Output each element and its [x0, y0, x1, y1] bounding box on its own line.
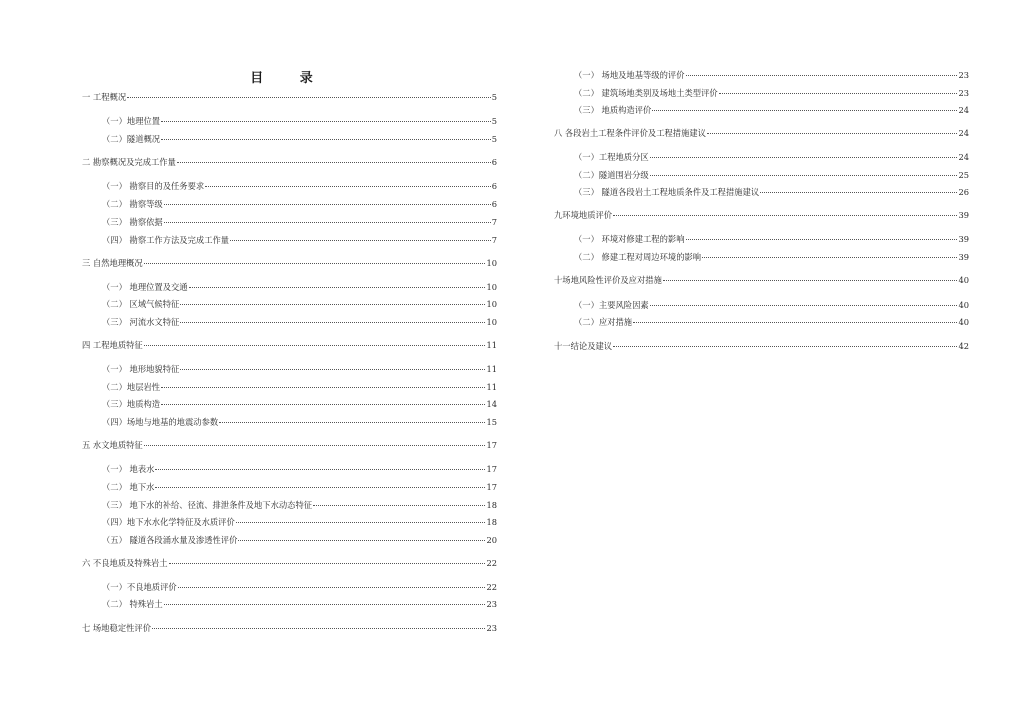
toc-entry-label: （三） 勘察依据 — [102, 216, 163, 227]
toc-entry-label: 八 各段岩土工程条件评价及工程措施建议 — [554, 127, 706, 138]
toc-dot-leader — [238, 540, 485, 541]
toc-entry[interactable] — [554, 169, 969, 182]
toc-entry[interactable] — [82, 499, 497, 512]
toc-entry-label: 十一结论及建议 — [554, 340, 613, 351]
toc-entry[interactable] — [82, 363, 497, 376]
toc-entry-label: （二） 勘察等级 — [102, 198, 163, 209]
toc-dot-leader — [702, 257, 957, 258]
toc-entry[interactable] — [554, 151, 969, 164]
toc-dot-leader — [189, 287, 486, 288]
toc-entry[interactable] — [82, 133, 497, 146]
toc-dot-leader — [144, 445, 486, 446]
toc-entry[interactable] — [82, 257, 497, 270]
toc-entry-label: （二） 建筑场地类别及场地土类型评价 — [574, 87, 718, 98]
toc-entry-label: 三 自然地理概况 — [82, 257, 143, 268]
toc-entry[interactable] — [82, 316, 497, 329]
toc-entry-label: （一） 地形地貌特征 — [102, 363, 180, 374]
toc-page-number: 11 — [486, 339, 497, 350]
toc-dot-leader — [205, 186, 491, 187]
toc-entry-label: （四）地下水水化学特征及水质评价 — [102, 516, 235, 527]
toc-page-number: 24 — [958, 104, 969, 115]
toc-entry-label: （二）隧道概况 — [102, 133, 161, 144]
toc-entry-label: （二） 区域气候特征 — [102, 298, 180, 309]
toc-dot-leader — [144, 263, 486, 264]
toc-entry-label: 九环境地质评价 — [554, 209, 613, 220]
toc-entry[interactable] — [82, 198, 497, 211]
toc-page-number: 17 — [486, 481, 497, 492]
toc-dot-leader — [650, 175, 958, 176]
toc-entry[interactable] — [82, 298, 497, 311]
toc-entry-label: （四）场地与地基的地震动参数 — [102, 416, 219, 427]
toc-entry-label: 二 勘察概况及完成工作量 — [82, 156, 176, 167]
toc-entry-label: 六 不良地质及特殊岩土 — [82, 557, 168, 568]
toc-entry[interactable] — [554, 299, 969, 312]
toc-entry[interactable] — [82, 398, 497, 411]
toc-entry-label: （一）工程地质分区 — [574, 151, 649, 162]
toc-dot-leader — [169, 563, 486, 564]
toc-page-number: 10 — [486, 298, 497, 309]
toc-dot-leader — [127, 97, 491, 98]
toc-page-number: 10 — [486, 316, 497, 327]
toc-page-number: 23 — [486, 598, 497, 609]
toc-entry-label: 五 水文地质特征 — [82, 439, 143, 450]
toc-dot-leader — [164, 604, 486, 605]
toc-entry-label: （二）地层岩性 — [102, 381, 161, 392]
toc-entry[interactable] — [554, 104, 969, 117]
toc-entry-label: （四） 勘察工作方法及完成工作量 — [102, 234, 230, 245]
toc-dot-leader — [313, 505, 485, 506]
toc-dot-leader — [164, 222, 491, 223]
toc-entry-label: （一） 勘察目的及任务要求 — [102, 180, 205, 191]
toc-entry[interactable] — [82, 557, 497, 570]
toc-dot-leader — [230, 240, 491, 241]
toc-page-number: 11 — [486, 363, 497, 374]
toc-entry-label: （二） 特殊岩土 — [102, 598, 163, 609]
toc-entry[interactable] — [82, 598, 497, 611]
toc-entry-label: （一） 场地及地基等级的评价 — [574, 69, 685, 80]
toc-entry[interactable] — [82, 622, 497, 635]
toc-dot-leader — [144, 345, 486, 346]
toc-entry-label: 四 工程地质特征 — [82, 339, 143, 350]
toc-dot-leader — [161, 404, 485, 405]
toc-dot-leader — [663, 280, 958, 281]
toc-entry-label: （一）地理位置 — [102, 115, 161, 126]
toc-dot-leader — [180, 322, 485, 323]
toc-page-number: 5 — [491, 133, 497, 144]
toc-entry[interactable] — [554, 233, 969, 246]
toc-dot-leader — [155, 487, 485, 488]
toc-entry-label: （三）地质构造 — [102, 398, 161, 409]
toc-entry-label: （五） 隧道各段涌水量及渗透性评价 — [102, 534, 238, 545]
toc-entry-label: （二） 地下水 — [102, 481, 155, 492]
toc-page-number: 17 — [486, 439, 497, 450]
toc-entry-label: 一 工程概况 — [82, 91, 127, 102]
toc-entry[interactable] — [82, 281, 497, 294]
toc-entry[interactable] — [82, 339, 497, 352]
toc-entry-label: （二）隧道围岩分级 — [574, 169, 649, 180]
toc-dot-leader — [707, 133, 957, 134]
toc-entry[interactable] — [82, 581, 497, 594]
toc-dot-leader — [180, 304, 485, 305]
toc-entry[interactable] — [554, 251, 969, 264]
toc-entry[interactable] — [82, 381, 497, 394]
toc-entry[interactable] — [82, 481, 497, 494]
toc-entry[interactable] — [82, 234, 497, 247]
toc-page-number: 42 — [958, 340, 969, 351]
toc-entry-label: （一）主要风险因素 — [574, 299, 649, 310]
toc-dot-leader — [719, 93, 958, 94]
toc-page-number: 6 — [491, 180, 497, 191]
toc-page-number: 20 — [486, 534, 497, 545]
toc-entry[interactable] — [554, 209, 969, 222]
toc-page-number: 18 — [486, 516, 497, 527]
toc-page-number: 24 — [958, 127, 969, 138]
toc-page-number: 6 — [491, 198, 497, 209]
toc-page-number: 39 — [958, 233, 969, 244]
toc-title: 目 录 — [250, 71, 329, 86]
toc-page-number: 26 — [958, 186, 969, 197]
toc-page-number: 23 — [958, 87, 969, 98]
toc-entry[interactable] — [82, 216, 497, 229]
toc-page-number: 14 — [486, 398, 497, 409]
toc-page-number: 10 — [486, 281, 497, 292]
toc-entry[interactable] — [82, 516, 497, 529]
toc-dot-leader — [613, 215, 957, 216]
toc-page-number: 5 — [491, 115, 497, 126]
toc-entry-label: （二） 修建工程对周边环境的影响 — [574, 251, 702, 262]
toc-dot-leader — [164, 204, 491, 205]
toc-page-number: 24 — [958, 151, 969, 162]
toc-entry[interactable] — [82, 463, 497, 476]
toc-dot-leader — [633, 322, 957, 323]
toc-entry[interactable] — [554, 186, 969, 199]
toc-dot-leader — [236, 522, 486, 523]
toc-page-number: 40 — [958, 299, 969, 310]
toc-dot-leader — [177, 162, 491, 163]
toc-entry[interactable] — [554, 340, 969, 353]
toc-entry[interactable] — [82, 534, 497, 547]
toc-page-number: 23 — [486, 622, 497, 633]
toc-entry[interactable] — [82, 156, 497, 169]
toc-entry[interactable] — [82, 439, 497, 452]
toc-page-number: 11 — [486, 381, 497, 392]
toc-page-number: 15 — [486, 416, 497, 427]
toc-dot-leader — [155, 469, 485, 470]
toc-page-number: 39 — [958, 209, 969, 220]
toc-entry[interactable] — [554, 69, 969, 82]
toc-dot-leader — [178, 587, 486, 588]
toc-dot-leader — [180, 369, 485, 370]
toc-entry-label: （一） 地表水 — [102, 463, 155, 474]
toc-dot-leader — [686, 239, 958, 240]
toc-entry-label: （三） 隧道各段岩土工程地质条件及工程措施建议 — [574, 186, 760, 197]
toc-dot-leader — [650, 305, 958, 306]
toc-entry[interactable] — [82, 416, 497, 429]
toc-dot-leader — [686, 75, 958, 76]
toc-page-number: 22 — [486, 557, 497, 568]
toc-entry[interactable] — [82, 180, 497, 193]
toc-entry-label: （一） 环境对修建工程的影响 — [574, 233, 685, 244]
toc-page-number: 10 — [486, 257, 497, 268]
toc-entry-label: （三） 河流水文特征 — [102, 316, 180, 327]
toc-page-number: 22 — [486, 581, 497, 592]
toc-page-number: 6 — [491, 156, 497, 167]
toc-dot-leader — [613, 346, 957, 347]
toc-page-number: 7 — [491, 234, 497, 245]
toc-entry-label: 十场地风险性评价及应对措施 — [554, 274, 662, 285]
toc-entry[interactable] — [554, 316, 969, 329]
toc-page-number: 23 — [958, 69, 969, 80]
toc-entry-label: 七 场地稳定性评价 — [82, 622, 152, 633]
toc-entry[interactable] — [82, 91, 497, 104]
toc-page-number: 5 — [491, 91, 497, 102]
toc-entry-label: （三） 地下水的补给、径流、排泄条件及地下水动态特征 — [102, 499, 313, 510]
toc-dot-leader — [652, 110, 957, 111]
toc-dot-leader — [161, 387, 485, 388]
toc-dot-leader — [219, 422, 485, 423]
toc-entry-label: （一）不良地质评价 — [102, 581, 177, 592]
toc-page-number: 17 — [486, 463, 497, 474]
toc-entry[interactable] — [554, 127, 969, 140]
toc-page-number: 25 — [958, 169, 969, 180]
toc-dot-leader — [161, 139, 491, 140]
toc-page-number: 40 — [958, 274, 969, 285]
toc-entry[interactable] — [554, 274, 969, 287]
toc-page-number: 18 — [486, 499, 497, 510]
toc-dot-leader — [161, 121, 491, 122]
toc-dot-leader — [152, 628, 485, 629]
toc-entry[interactable] — [554, 87, 969, 100]
toc-dot-leader — [650, 157, 958, 158]
toc-entry[interactable] — [82, 115, 497, 128]
toc-page-number: 7 — [491, 216, 497, 227]
toc-entry-label: （一） 地理位置及交通 — [102, 281, 188, 292]
toc-entry-label: （二）应对措施 — [574, 316, 633, 327]
toc-page-number: 39 — [958, 251, 969, 262]
toc-dot-leader — [760, 192, 957, 193]
toc-entry-label: （三） 地质构造评价 — [574, 104, 652, 115]
toc-page-number: 40 — [958, 316, 969, 327]
